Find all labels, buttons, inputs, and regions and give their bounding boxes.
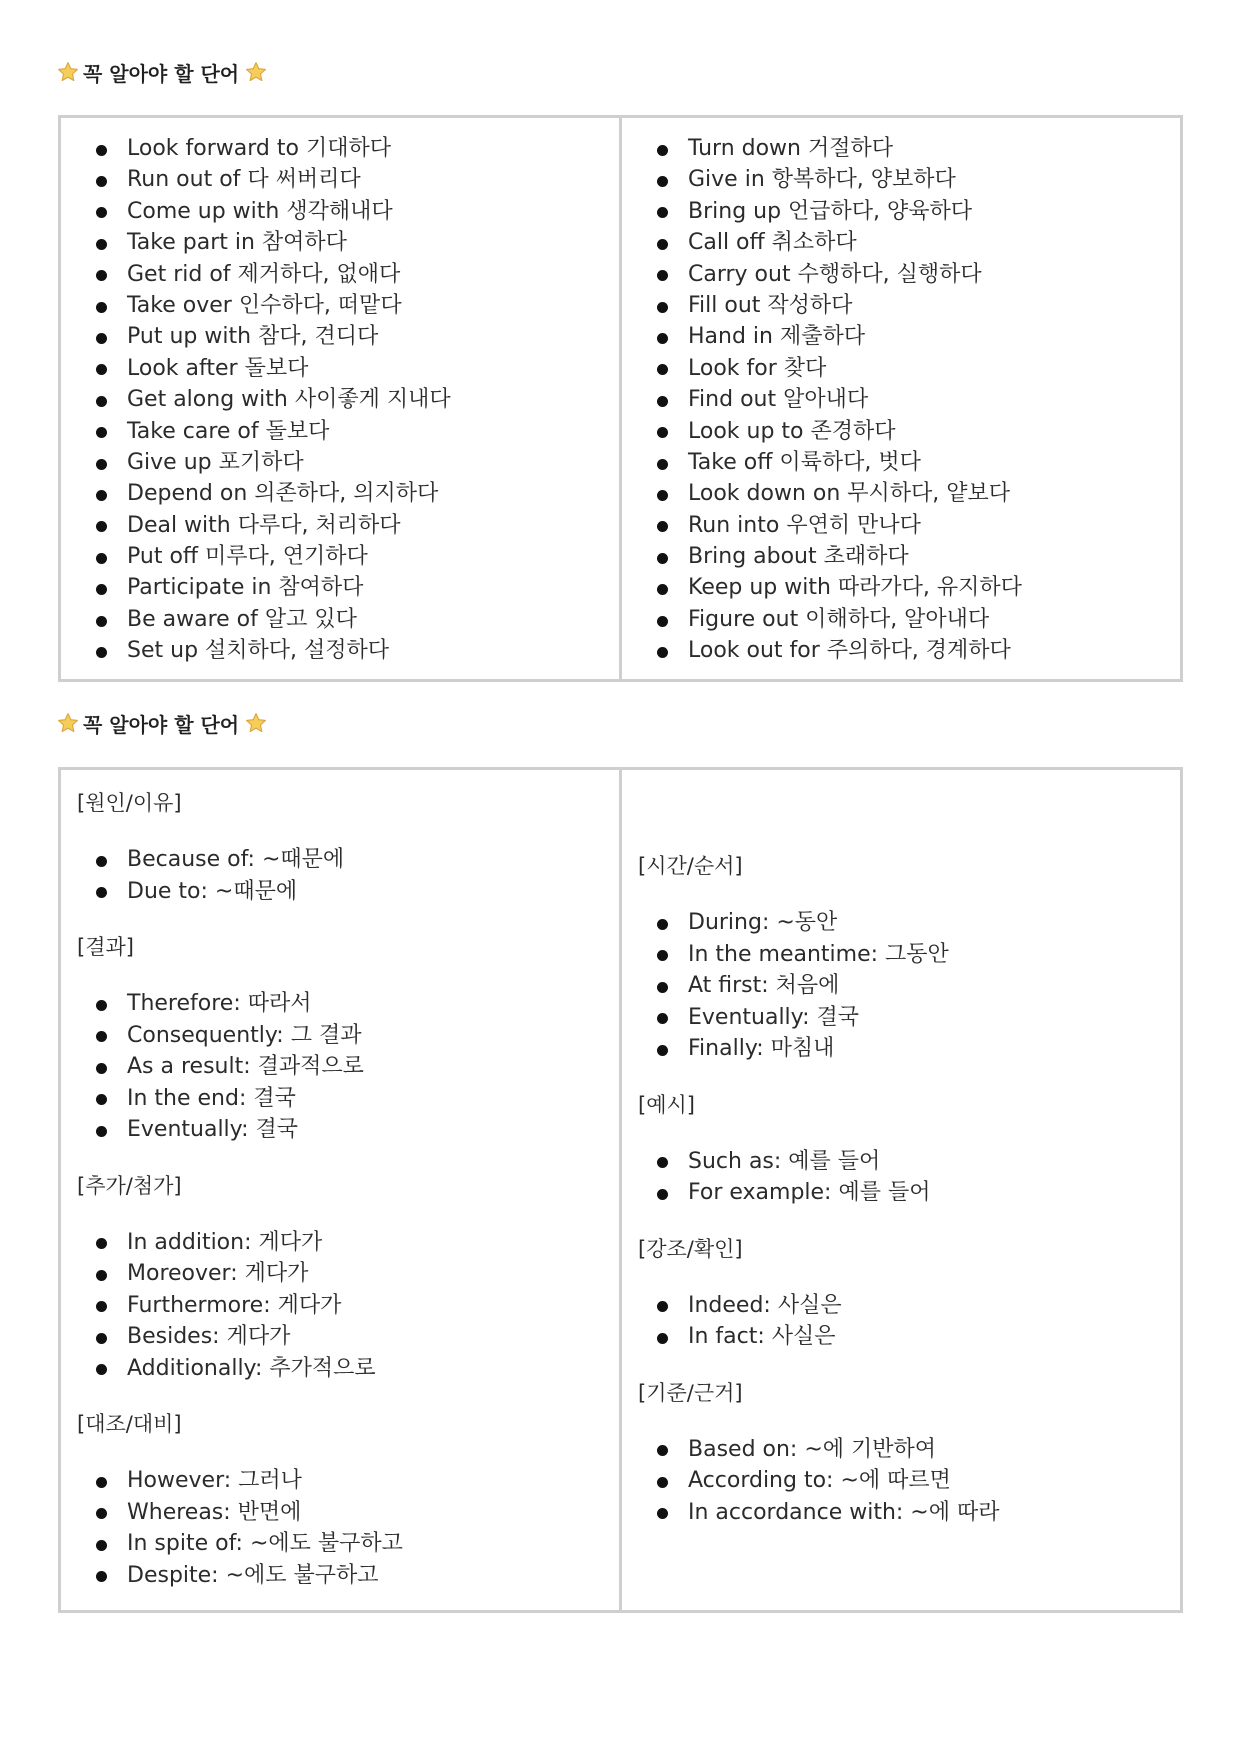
bullet-icon	[96, 490, 107, 501]
category-list	[622, 1146, 1180, 1209]
bullet-icon	[96, 239, 107, 250]
list-item: Keep up with 따라가다, 유지하다	[622, 572, 1180, 603]
category-list	[61, 1465, 619, 1591]
bullet-icon	[657, 333, 668, 344]
star-icon	[57, 712, 79, 734]
bullet-icon	[657, 919, 668, 930]
list-item: In addition: 게다가	[61, 1227, 619, 1259]
bullet-icon	[96, 396, 107, 407]
bullet-icon	[96, 521, 107, 532]
bullet-icon	[657, 396, 668, 407]
section2-heading-text: 꼭 알아야 할 단어	[83, 712, 240, 737]
list-item: Put off 미루다, 연기하다	[61, 541, 619, 572]
bullet-icon	[657, 145, 668, 156]
list-item: Therefore: 따라서	[61, 988, 619, 1020]
bullet-icon	[657, 270, 668, 281]
bullet-icon	[657, 459, 668, 470]
list-item: In the end: 결국	[61, 1083, 619, 1115]
bullet-icon	[657, 584, 668, 595]
list-item: Find out 알아내다	[622, 384, 1180, 415]
list-item: In fact: 사실은	[622, 1321, 1180, 1353]
bullet-icon	[96, 616, 107, 627]
phrasal-verbs-left-column	[61, 118, 619, 679]
bullet-icon	[96, 1126, 107, 1137]
bullet-icon	[657, 950, 668, 961]
list-item: Figure out 이해하다, 알아내다	[622, 604, 1180, 635]
category-list	[61, 1227, 619, 1385]
bullet-icon	[96, 1364, 107, 1375]
category-label: [예시]	[638, 1092, 695, 1117]
list-item: Take care of 돌보다	[61, 416, 619, 447]
bullet-icon	[96, 459, 107, 470]
bullet-icon	[96, 584, 107, 595]
list-item: Look forward to 기대하다	[61, 133, 619, 164]
category-list	[61, 988, 619, 1146]
list-item: Depend on 의존하다, 의지하다	[61, 478, 619, 509]
list-item: Besides: 게다가	[61, 1321, 619, 1353]
list-item: Fill out 작성하다	[622, 290, 1180, 321]
list-item: Be aware of 알고 있다	[61, 604, 619, 635]
bullet-icon	[657, 207, 668, 218]
bullet-icon	[657, 1301, 668, 1312]
list-item: At first: 처음에	[622, 970, 1180, 1002]
bullet-icon	[96, 1270, 107, 1281]
section2-heading	[57, 708, 267, 738]
list-item: Look down on 무시하다, 얕보다	[622, 478, 1180, 509]
bullet-icon	[96, 145, 107, 156]
bullet-icon	[96, 1333, 107, 1344]
bullet-icon	[96, 1094, 107, 1105]
bullet-icon	[657, 982, 668, 993]
bullet-icon	[657, 1045, 668, 1056]
bullet-icon	[657, 553, 668, 564]
category-list	[61, 844, 619, 907]
list-item: Additionally: 추가적으로	[61, 1353, 619, 1385]
list-item: Run out of 다 써버리다	[61, 164, 619, 195]
category-list	[622, 1290, 1180, 1353]
bullet-icon	[96, 427, 107, 438]
category-label: [대조/대비]	[77, 1412, 182, 1436]
bullet-icon	[96, 1031, 107, 1042]
list-item: Bring about 초래하다	[622, 541, 1180, 572]
bullet-icon	[657, 176, 668, 187]
category-label: [시간/순서]	[638, 854, 743, 878]
bullet-icon	[657, 490, 668, 501]
list-item: Such as: 예를 들어	[622, 1146, 1180, 1178]
list-item: Set up 설치하다, 설정하다	[61, 635, 619, 666]
list-item: Deal with 다루다, 처리하다	[61, 510, 619, 541]
bullet-icon	[657, 1013, 668, 1024]
list-item: Look after 돌보다	[61, 353, 619, 384]
bullet-icon	[657, 616, 668, 627]
list-item: Because of: ~때문에	[61, 844, 619, 876]
list-item: Furthermore: 게다가	[61, 1290, 619, 1322]
bullet-icon	[96, 887, 107, 898]
list-item: Take part in 참여하다	[61, 227, 619, 258]
bullet-icon	[657, 364, 668, 375]
list-item: Get rid of 제거하다, 없애다	[61, 259, 619, 290]
bullet-icon	[657, 647, 668, 658]
list-item: Come up with 생각해내다	[61, 196, 619, 227]
category-label: [강조/확인]	[638, 1236, 743, 1261]
list-item: Indeed: 사실은	[622, 1290, 1180, 1322]
list-item: Consequently: 그 결과	[61, 1020, 619, 1052]
bullet-icon	[96, 207, 107, 218]
list-item: Look out for 주의하다, 경계하다	[622, 635, 1180, 666]
category-label: [추가/첨가]	[77, 1173, 182, 1198]
bullet-icon	[96, 176, 107, 187]
bullet-icon	[657, 302, 668, 313]
list-item: Call off 취소하다	[622, 227, 1180, 258]
connectives-right-column	[619, 770, 1180, 1610]
connectives-table	[58, 767, 1183, 1613]
list-item: Eventually: 결국	[61, 1114, 619, 1146]
bullet-icon	[657, 1333, 668, 1344]
list-item: Moreover: 게다가	[61, 1258, 619, 1290]
section1-heading	[57, 57, 267, 87]
category-list	[622, 1434, 1180, 1529]
list-item: For example: 예를 들어	[622, 1177, 1180, 1209]
list-item: Put up with 참다, 견디다	[61, 321, 619, 352]
list-item: Finally: 마침내	[622, 1033, 1180, 1065]
list-item: However: 그러나	[61, 1465, 619, 1497]
phrasal-verbs-right-column	[619, 118, 1180, 679]
bullet-icon	[96, 333, 107, 344]
list-item: Run into 우연히 만나다	[622, 510, 1180, 541]
list-item: In the meantime: 그동안	[622, 939, 1180, 971]
bullet-icon	[96, 1477, 107, 1488]
list-item: Eventually: 결국	[622, 1002, 1180, 1034]
bullet-icon	[96, 302, 107, 313]
section1-heading-text: 꼭 알아야 할 단어	[83, 61, 240, 86]
list-item: Give up 포기하다	[61, 447, 619, 478]
list-item: Participate in 참여하다	[61, 572, 619, 603]
bullet-icon	[96, 1571, 107, 1582]
bullet-icon	[96, 856, 107, 867]
list-item: Based on: ~에 기반하여	[622, 1434, 1180, 1466]
list-item: According to: ~에 따르면	[622, 1465, 1180, 1497]
list-item: Despite: ~에도 불구하고	[61, 1560, 619, 1592]
list-item: Hand in 제출하다	[622, 321, 1180, 352]
bullet-icon	[96, 1508, 107, 1519]
bullet-icon	[657, 521, 668, 532]
list-item: Give in 항복하다, 양보하다	[622, 164, 1180, 195]
category-label: [원인/이유]	[77, 791, 182, 815]
bullet-icon	[657, 427, 668, 438]
category-label: [결과]	[77, 935, 134, 959]
phrasal-verbs-right-list	[622, 133, 1180, 667]
star-icon	[245, 61, 267, 83]
list-item: Take off 이륙하다, 벗다	[622, 447, 1180, 478]
list-item: Due to: ~때문에	[61, 876, 619, 908]
list-item: As a result: 결과적으로	[61, 1051, 619, 1083]
star-icon	[245, 712, 267, 734]
bullet-icon	[96, 1000, 107, 1011]
list-item: Whereas: 반면에	[61, 1497, 619, 1529]
list-item: Get along with 사이좋게 지내다	[61, 384, 619, 415]
bullet-icon	[96, 1540, 107, 1551]
list-item: Look for 찾다	[622, 353, 1180, 384]
bullet-icon	[657, 1157, 668, 1168]
list-item: Look up to 존경하다	[622, 416, 1180, 447]
star-icon	[57, 61, 79, 83]
bullet-icon	[657, 1477, 668, 1488]
list-item: In spite of: ~에도 불구하고	[61, 1528, 619, 1560]
category-list	[622, 907, 1180, 1065]
connectives-left-column	[61, 770, 619, 1610]
phrasal-verbs-table	[58, 115, 1183, 682]
bullet-icon	[96, 270, 107, 281]
bullet-icon	[96, 647, 107, 658]
bullet-icon	[657, 1508, 668, 1519]
bullet-icon	[657, 239, 668, 250]
phrasal-verbs-left-list	[61, 133, 619, 667]
bullet-icon	[96, 364, 107, 375]
bullet-icon	[96, 553, 107, 564]
list-item: Carry out 수행하다, 실행하다	[622, 259, 1180, 290]
list-item: Bring up 언급하다, 양육하다	[622, 196, 1180, 227]
bullet-icon	[96, 1301, 107, 1312]
list-item: In accordance with: ~에 따라	[622, 1497, 1180, 1529]
bullet-icon	[657, 1189, 668, 1200]
list-item: Take over 인수하다, 떠맡다	[61, 290, 619, 321]
bullet-icon	[96, 1063, 107, 1074]
bullet-icon	[657, 1445, 668, 1456]
bullet-icon	[96, 1238, 107, 1249]
list-item: Turn down 거절하다	[622, 133, 1180, 164]
category-label: [기준/근거]	[638, 1380, 743, 1405]
list-item: During: ~동안	[622, 907, 1180, 939]
